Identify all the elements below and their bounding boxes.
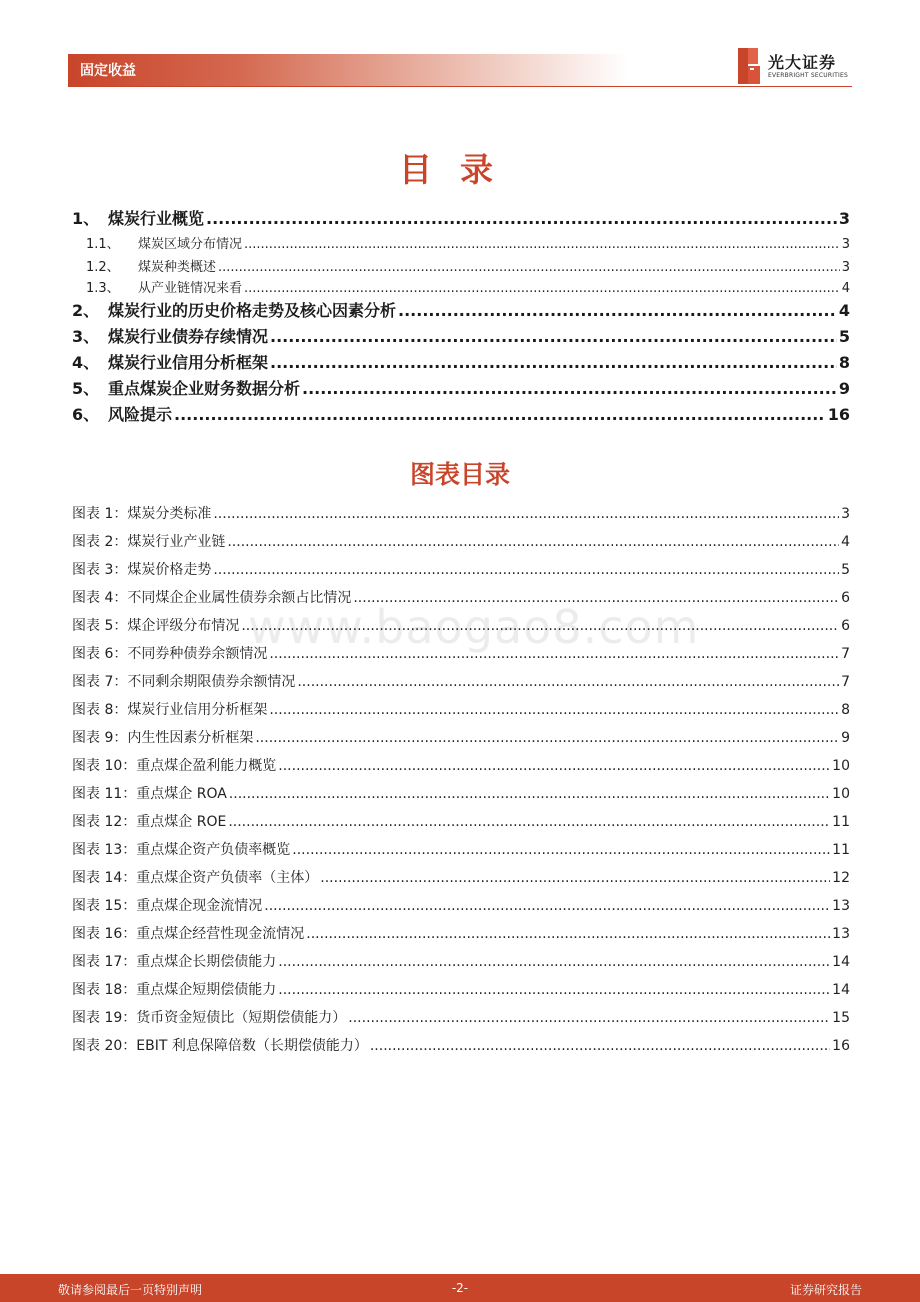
toc-number: 2、 (72, 301, 100, 320)
figure-page: 10 (832, 786, 850, 802)
toc-number: 1.3、 (86, 281, 120, 296)
toc-label: 煤炭区域分布情况 (138, 237, 243, 252)
toc-leader (174, 405, 826, 424)
toc-number: 1、 (72, 209, 100, 228)
toc-number: 4、 (72, 353, 100, 372)
figure-item[interactable] (72, 867, 850, 887)
figures-title: 图表目录 (409, 460, 510, 489)
toc-leader (228, 814, 830, 830)
figure-item[interactable] (72, 699, 850, 719)
toc-leader (278, 982, 830, 998)
toc-leader (269, 646, 839, 662)
logo-text-cn: 光大证券 (768, 53, 837, 72)
figure-item[interactable] (72, 979, 850, 999)
figure-item[interactable] (72, 783, 850, 803)
toc-page: 3 (838, 209, 850, 228)
toc-leader (278, 954, 830, 970)
figure-page: 16 (832, 1038, 850, 1054)
toc-leader (244, 237, 840, 252)
figure-label: 图表 10：重点煤企盈利能力概览 (72, 758, 277, 774)
figure-page: 11 (832, 814, 850, 830)
figure-label: 图表 7：不同剩余期限债券余额情况 (72, 674, 296, 690)
toc-page: 3 (841, 237, 850, 252)
figure-page: 11 (832, 842, 850, 858)
toc-leader (270, 327, 837, 346)
toc-subitem[interactable] (86, 277, 850, 296)
figure-page: 10 (832, 758, 850, 774)
figure-label: 图表 11：重点煤企 ROA (72, 786, 227, 802)
figure-item[interactable] (72, 1007, 850, 1027)
figure-label: 图表 17：重点煤企长期偿债能力 (72, 954, 277, 970)
figure-page: 15 (832, 1010, 850, 1026)
figure-label: 图表 3：煤炭价格走势 (72, 562, 212, 578)
figure-page: 14 (832, 982, 850, 998)
footer-disclaimer: 敬请参阅最后一页特别声明 (58, 1283, 203, 1297)
toc-leader (292, 842, 830, 858)
figure-item[interactable] (72, 951, 850, 971)
figure-label: 图表 16：重点煤企经营性现金流情况 (72, 926, 305, 942)
toc-page: 4 (841, 281, 850, 296)
toc-label: 煤炭行业的历史价格走势及核心因素分析 (108, 301, 397, 320)
toc-leader (218, 260, 840, 275)
toc-leader (269, 702, 839, 718)
toc-item[interactable] (72, 298, 850, 321)
figure-item[interactable] (72, 615, 850, 635)
figure-label: 图表 6：不同券种债券余额情况 (72, 646, 268, 662)
toc-number: 1.1、 (86, 237, 120, 252)
section-label: 固定收益 (80, 63, 136, 79)
toc-number: 1.2、 (86, 260, 120, 275)
page-title: 目录 (399, 150, 521, 189)
toc-page: 5 (838, 327, 850, 346)
toc-leader (229, 786, 830, 802)
toc-leader (348, 1010, 830, 1026)
figure-label: 图表 20：EBIT 利息保障倍数（长期偿债能力） (72, 1038, 368, 1054)
figure-item[interactable] (72, 811, 850, 831)
figure-page: 6 (841, 590, 850, 606)
toc-item[interactable] (72, 206, 850, 229)
toc-item[interactable] (72, 402, 850, 425)
toc-leader (306, 926, 830, 942)
figure-page: 7 (841, 646, 850, 662)
toc-number: 3、 (72, 327, 100, 346)
figure-page: 9 (841, 730, 850, 746)
toc-leader (264, 898, 830, 914)
page-number: -2- (451, 1281, 469, 1295)
figure-label: 图表 13：重点煤企资产负债率概览 (72, 842, 291, 858)
toc-item[interactable] (72, 324, 850, 347)
toc-page: 16 (827, 405, 850, 424)
figure-page: 4 (841, 534, 850, 550)
toc-subitem[interactable] (86, 233, 850, 252)
toc-leader (227, 534, 839, 550)
header-bar (68, 54, 628, 86)
toc-label: 煤炭种类概述 (138, 260, 217, 275)
toc-leader (353, 590, 839, 606)
toc-label: 煤炭行业概览 (108, 209, 205, 228)
toc-subitem[interactable] (86, 256, 850, 275)
figure-label: 图表 5：煤企评级分布情况 (72, 618, 240, 634)
figure-item[interactable] (72, 559, 850, 579)
figure-label: 图表 4：不同煤企企业属性债券余额占比情况 (72, 590, 352, 606)
figure-item[interactable] (72, 643, 850, 663)
figure-item[interactable] (72, 895, 850, 915)
toc-leader (213, 506, 839, 522)
toc-leader (241, 618, 839, 634)
figure-label: 图表 12：重点煤企 ROE (72, 814, 227, 830)
toc-item[interactable] (72, 350, 850, 373)
figure-item[interactable] (72, 671, 850, 691)
figure-item[interactable] (72, 587, 850, 607)
figure-page: 7 (841, 674, 850, 690)
figure-label: 图表 14：重点煤企资产负债率（主体） (72, 870, 319, 886)
toc-leader (213, 562, 839, 578)
figure-page: 13 (832, 926, 850, 942)
figure-item[interactable] (72, 531, 850, 551)
figure-page: 3 (841, 506, 850, 522)
toc-leader (320, 870, 830, 886)
toc-label: 重点煤炭企业财务数据分析 (108, 379, 301, 398)
toc-leader (278, 758, 830, 774)
figure-label: 图表 2：煤炭行业产业链 (72, 534, 226, 550)
toc-label: 煤炭行业债券存续情况 (108, 327, 269, 346)
toc-leader (206, 209, 837, 228)
figure-page: 8 (841, 702, 850, 718)
toc-leader (270, 353, 837, 372)
figure-label: 图表 1：煤炭分类标准 (72, 506, 212, 522)
figure-label: 图表 9：内生性因素分析框架 (72, 730, 254, 746)
figure-label: 图表 18：重点煤企短期偿债能力 (72, 982, 277, 998)
figure-page: 5 (841, 562, 850, 578)
toc-label: 从产业链情况来看 (138, 281, 243, 296)
toc-page: 8 (838, 353, 850, 372)
toc-page: 3 (841, 260, 850, 275)
toc-leader (297, 674, 839, 690)
figure-label: 图表 8：煤炭行业信用分析框架 (72, 702, 268, 718)
toc-number: 6、 (72, 405, 100, 424)
toc-number: 5、 (72, 379, 100, 398)
company-logo (736, 48, 854, 84)
watermark: www.baogao8.com (248, 600, 700, 654)
footer-report-type: 证券研究报告 (789, 1283, 862, 1297)
figure-item[interactable] (72, 727, 850, 747)
header-divider (68, 86, 852, 87)
figure-item[interactable] (72, 839, 850, 859)
toc-leader (244, 281, 840, 296)
toc-page: 4 (838, 301, 850, 320)
everbright-logo-icon (736, 48, 762, 84)
figure-item[interactable] (72, 1035, 850, 1055)
logo-text-en: EVERBRIGHT SECURITIES (768, 72, 848, 79)
figure-page: 6 (841, 618, 850, 634)
figure-item[interactable] (72, 755, 850, 775)
toc-leader (255, 730, 839, 746)
toc-leader (302, 379, 837, 398)
figure-page: 12 (832, 870, 850, 886)
figure-page: 14 (832, 954, 850, 970)
toc-leader (398, 301, 837, 320)
toc-label: 煤炭行业信用分析框架 (108, 353, 269, 372)
figure-label: 图表 19：货币资金短债比（短期偿债能力） (72, 1010, 347, 1026)
toc-item[interactable] (72, 376, 850, 399)
figure-label: 图表 15：重点煤企现金流情况 (72, 898, 263, 914)
figure-item[interactable] (72, 923, 850, 943)
figure-item[interactable] (72, 503, 850, 523)
toc-label: 风险提示 (108, 405, 173, 424)
toc-page: 9 (838, 379, 850, 398)
toc-leader (370, 1038, 830, 1054)
figure-page: 13 (832, 898, 850, 914)
